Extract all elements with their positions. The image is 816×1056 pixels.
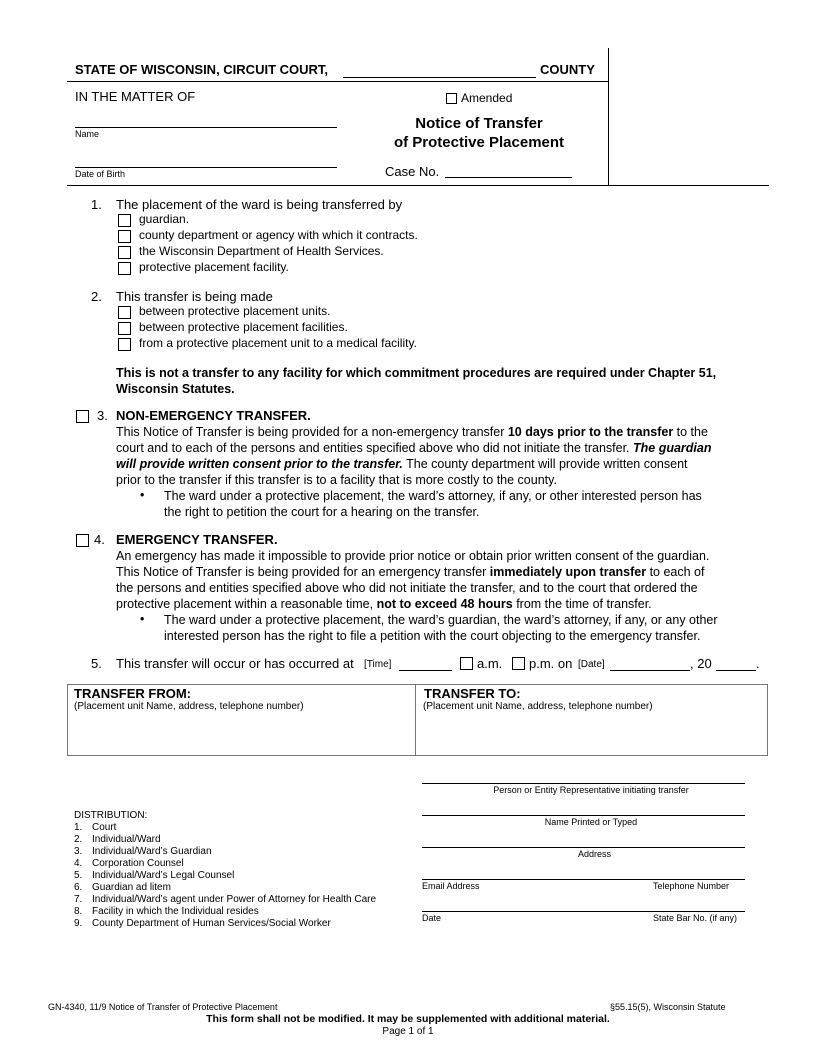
period: .: [756, 656, 760, 671]
chapter51-note-line1: This is not a transfer to any facility for which commitment procedures are required under Chapter 51,: [116, 366, 717, 380]
distribution-item: 3. Individual/Ward’s Guardian: [74, 846, 212, 857]
am-label: a.m.: [477, 656, 503, 671]
bullet-icon: •: [140, 488, 145, 502]
non-emergency-checkbox[interactable]: [76, 410, 89, 423]
time-field[interactable]: [399, 670, 452, 671]
distribution-item: 6. Guardian ad litem: [74, 882, 171, 893]
section4-heading: EMERGENCY TRANSFER.: [116, 532, 278, 547]
section2-intro: This transfer is being made: [116, 289, 273, 304]
option-label: the Wisconsin Department of Health Services.: [139, 244, 384, 258]
transfer-to-field[interactable]: [418, 714, 766, 754]
transfer-divider: [415, 684, 416, 756]
header-rule: [67, 81, 608, 82]
section4-number: 4.: [94, 532, 105, 547]
time-label: [Time]: [364, 659, 392, 670]
header-bottom-rule: [67, 185, 769, 186]
name-printed-line[interactable]: [422, 815, 745, 816]
distribution-item: 2. Individual/Ward: [74, 834, 161, 845]
distribution-item: 5. Individual/Ward’s Legal Counsel: [74, 870, 235, 881]
option-label: guardian.: [139, 212, 190, 226]
distribution-item: 7. Individual/Ward’s agent under Power of Attorney for Health Care: [74, 894, 377, 905]
address-label: Address: [577, 849, 612, 859]
section3-line1: This Notice of Transfer is being provided for a non-emergency transfer 10 days prior to the transfer to the: [116, 425, 708, 439]
distribution-item: 4. Corporation Counsel: [74, 858, 184, 869]
option-label: between protective placement facilities.: [139, 320, 348, 334]
dhs-checkbox[interactable]: [118, 246, 131, 259]
section1-number: 1.: [91, 197, 102, 212]
date-field[interactable]: [610, 670, 690, 671]
distribution-title: DISTRIBUTION:: [74, 810, 148, 821]
address-line[interactable]: [422, 847, 745, 848]
court-label: STATE OF WISCONSIN, CIRCUIT COURT,: [75, 62, 329, 77]
section3-line4: prior to the transfer if this transfer is to a facility that is more costly to the county.: [116, 473, 557, 487]
distribution-item: 1. Court: [74, 822, 117, 833]
option-label: protective placement facility.: [139, 260, 289, 274]
section4-line4: protective placement within a reasonable time, not to exceed 48 hours from the time of transfer.: [116, 597, 652, 611]
email-label: Email Address: [422, 881, 480, 891]
dob-field[interactable]: [75, 167, 337, 168]
section4-line1: An emergency has made it impossible to provide prior notice or obtain prior written consent of the guardian.: [116, 549, 710, 563]
section2-number: 2.: [91, 289, 102, 304]
section3-line3: will provide written consent prior to the transfer. The county department will provide written consent: [116, 457, 688, 471]
chapter51-note-line2: Wisconsin Statutes.: [116, 382, 235, 396]
modification-notice: This form shall not be modified. It may be supplemented with additional material.: [206, 1013, 610, 1025]
sig-date-label: Date: [422, 913, 442, 923]
transfer-to-title: TRANSFER TO:: [424, 686, 521, 701]
case-no-field[interactable]: [445, 177, 572, 178]
case-no-label: Case No.: [385, 164, 440, 179]
emergency-checkbox[interactable]: [76, 534, 89, 547]
pm-checkbox[interactable]: [512, 657, 525, 670]
am-checkbox[interactable]: [460, 657, 473, 670]
section4-bullet-line1: The ward under a protective placement, the ward’s guardian, the ward’s attorney, if any, or any other: [164, 613, 718, 627]
section4-line3: the persons and entities specified above who did not initiate the transfer, and to the court that ordered the: [116, 581, 698, 595]
email-phone-line[interactable]: [422, 879, 745, 880]
county-field[interactable]: [343, 77, 536, 78]
section1-intro: The placement of the ward is being transferred by: [116, 197, 403, 212]
section3-number: 3.: [97, 408, 108, 423]
option-label: from a protective placement unit to a medical facility.: [139, 336, 417, 350]
section5-text: This transfer will occur or has occurred at: [116, 656, 354, 671]
county-label: COUNTY: [540, 62, 595, 77]
distribution-item: 8. Facility in which the Individual resides: [74, 906, 259, 917]
date-label: [Date]: [578, 659, 605, 670]
amended-label: Amended: [461, 91, 513, 105]
transfer-to-sub: (Placement unit Name, address, telephone number): [423, 701, 653, 712]
person-label: Person or Entity Representative initiating transfer: [493, 785, 689, 795]
year-prefix: , 20: [690, 656, 712, 671]
year-field[interactable]: [716, 670, 756, 671]
option-label: between protective placement units.: [139, 304, 331, 318]
date-bar-line[interactable]: [422, 911, 745, 912]
form-title-line1: Notice of Transfer: [415, 115, 543, 132]
pm-label: p.m. on: [529, 656, 573, 671]
name-printed-label: Name Printed or Typed: [544, 817, 638, 827]
section3-bullet-line2: the right to petition the court for a hearing on the transfer.: [164, 505, 480, 519]
telephone-label: Telephone Number: [653, 881, 730, 891]
between-units-checkbox[interactable]: [118, 306, 131, 319]
section4-line2: This Notice of Transfer is being provided for an emergency transfer immediately upon transfer to each of: [116, 565, 705, 579]
form-title-line2: of Protective Placement: [393, 134, 565, 151]
matter-of-label: IN THE MATTER OF: [75, 89, 196, 104]
transfer-from-sub: (Placement unit Name, address, telephone number): [74, 701, 304, 712]
section3-line2: court and to each of the persons and entities specified above who did not initiate the transfer. The guardian: [116, 441, 712, 455]
section4-bullet-line2: interested person has the right to file a petition with the court objecting to the emergency transfer.: [164, 629, 701, 643]
statute-ref: §55.15(5), Wisconsin Statute: [610, 1002, 726, 1012]
section5-number: 5.: [91, 656, 102, 671]
section3-bullet-line1: The ward under a protective placement, the ward’s attorney, if any, or other interested person has: [164, 489, 702, 503]
name-label: Name: [75, 129, 100, 139]
between-facilities-checkbox[interactable]: [118, 322, 131, 335]
bullet-icon: •: [140, 612, 145, 626]
dob-label: Date of Birth: [75, 169, 126, 179]
amended-checkbox[interactable]: [446, 93, 457, 104]
section3-heading: NON-EMERGENCY TRANSFER.: [116, 408, 311, 423]
form-id: GN-4340, 11/9 Notice of Transfer of Protective Placement: [48, 1002, 278, 1012]
name-field[interactable]: [75, 127, 337, 128]
transfer-from-title: TRANSFER FROM:: [74, 686, 191, 701]
guardian-checkbox[interactable]: [118, 214, 131, 227]
distribution-item: 9. County Department of Human Services/Social Worker: [74, 918, 331, 929]
county-department-checkbox[interactable]: [118, 230, 131, 243]
signature-line[interactable]: [422, 783, 745, 784]
option-label: county department or agency with which it contracts.: [139, 228, 418, 242]
page-number: Page 1 of 1: [382, 1026, 434, 1037]
facility-checkbox[interactable]: [118, 262, 131, 275]
to-medical-facility-checkbox[interactable]: [118, 338, 131, 351]
transfer-from-field[interactable]: [70, 714, 412, 754]
bar-no-label: State Bar No. (if any): [653, 913, 738, 923]
